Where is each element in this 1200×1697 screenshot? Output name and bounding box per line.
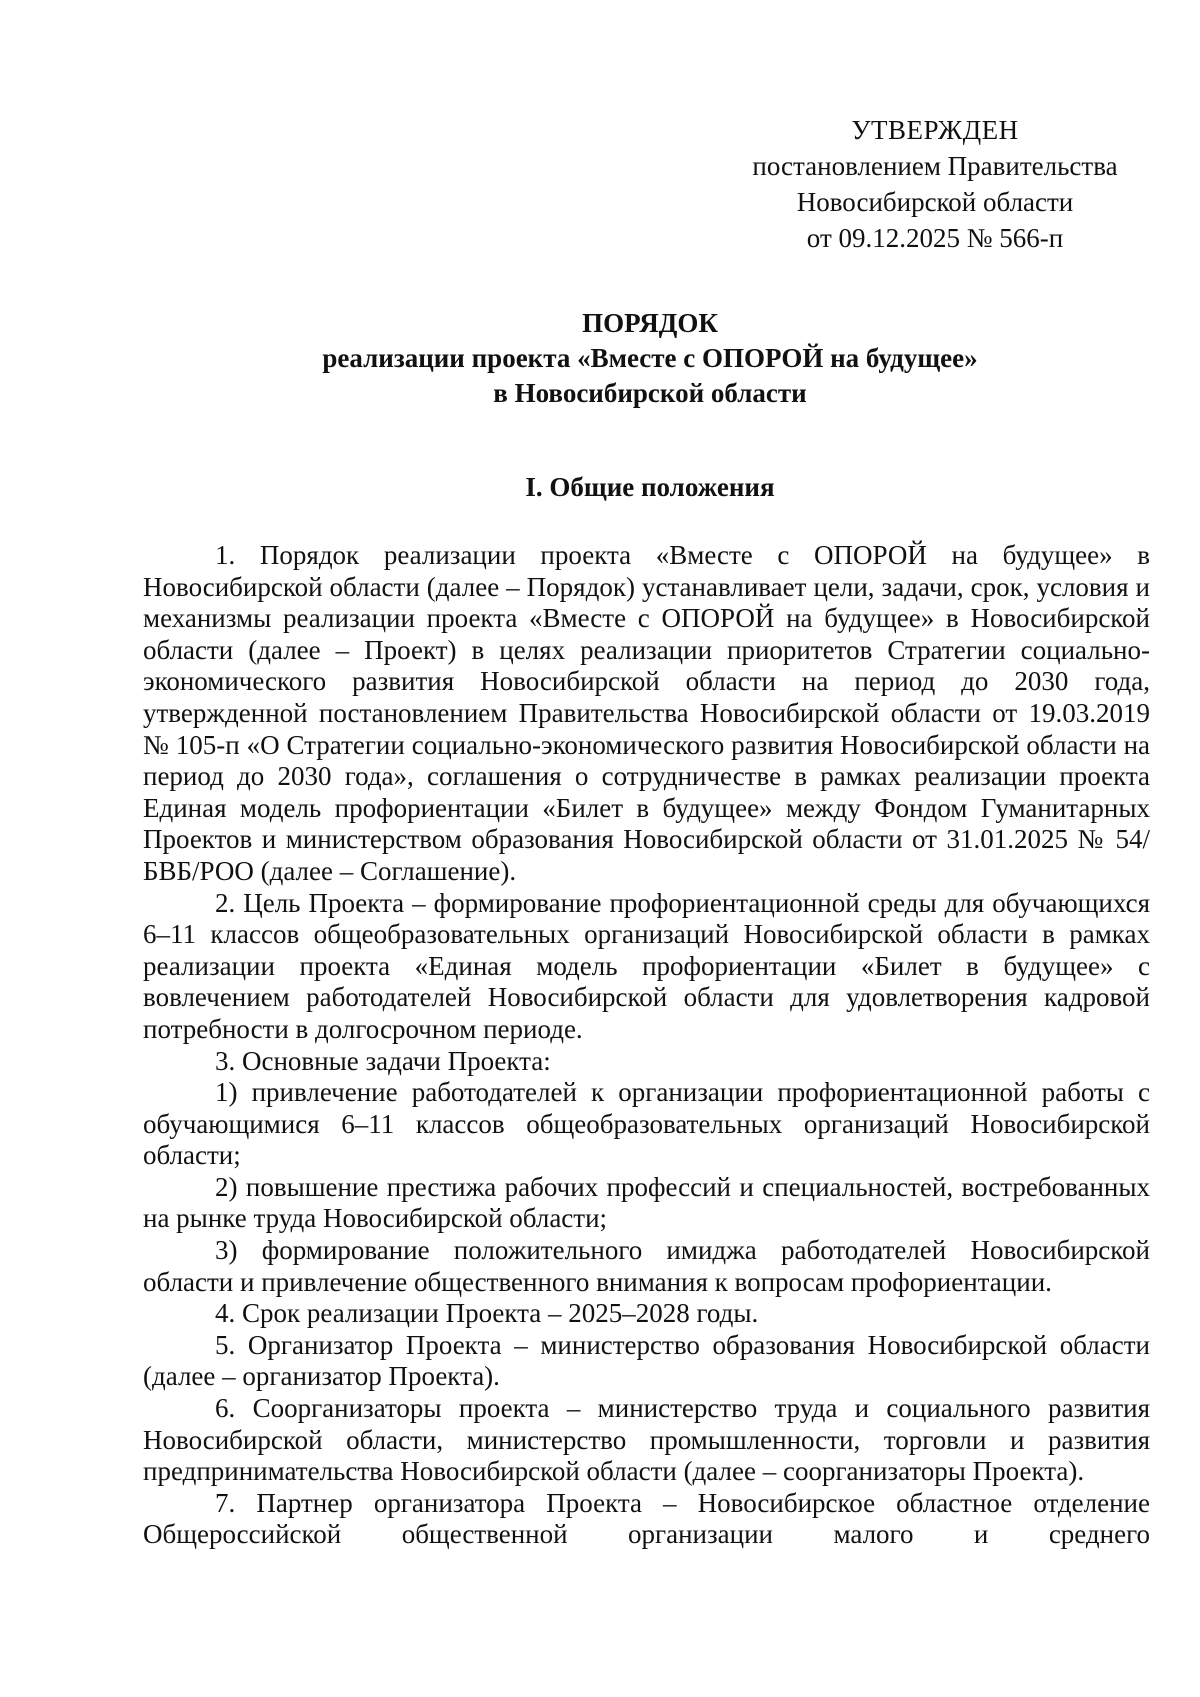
paragraph-task-2: 2) повышение престижа рабочих профессий и специальностей, востребованных на рынке труда Новосибирской области; [143, 1171, 1150, 1234]
paragraph-1-purpose: 1. Порядок реализации проекта «Вместе с ОПОРОЙ на будущее» в Новосибирской области (далее – Порядок) устанавливает цели, задачи, срок, условия и механизмы реализации проекта «Вместе с ОПОРОЙ на будущее» в Новосибирской области (далее – Проект) в целях реализации приоритетов Стратегии социально-экономического развития Новосибирской области на период до 2030 года, утвержденной постановлением Правительства Новосибирской области от 19.03.2019 № 105-п «О Стратегии социально-экономического развития Новосибирской области на период до 2030 года», соглашения о сотрудничестве в рамках реализации проекта Единая модель профориентации «Билет в будущее» между Фондом Гуманитарных Проектов и министерством образования Новосибирской области от 31.01.2025 № 54/БВБ/РОО (далее – Соглашение). [143, 540, 1150, 886]
paragraph-7-partner: 7. Партнер организатора Проекта – Новосибирское областное отделение Общероссийской общественной организации малого и среднего [143, 1487, 1150, 1550]
approval-stamp-block [735, 112, 1135, 256]
paragraph-2-goal: 2. Цель Проекта – формирование профориентационной среды для обучающихся 6–11 классов общеобразовательных организаций Новосибирской области в рамках реализации проекта «Единая модель профориентации «Билет в будущее» с вовлечением работодателей Новосибирской области для удовлетворения кадровой потребности в долгосрочном периоде. [143, 887, 1150, 1044]
approval-line-date-number: от 09.12.2025 № 566-п [806, 223, 1064, 253]
approval-line-region: Новосибирской области [796, 187, 1074, 217]
paragraph-task-3: 3) формирование положительного имиджа работодателей Новосибирской области и привлечение общественного внимания к вопросам профориентации. [143, 1235, 1150, 1297]
document-title-block [150, 306, 1150, 411]
document-subtitle-project: реализации проекта «Вместе с ОПОРОЙ на будущее» [322, 343, 978, 373]
section-heading: I. Общие положения [525, 472, 775, 502]
paragraph-5-organizer: 5. Организатор Проекта – министерство образования Новосибирской области (далее – организатор Проекта). [143, 1329, 1150, 1392]
paragraph-4-term: 4. Срок реализации Проекта – 2025–2028 годы. [215, 1298, 759, 1329]
paragraph-task-1: 1) привлечение работодателей к организации профориентационной работы с обучающимися 6–11 классов общеобразовательных организаций Новосибирской области; [143, 1077, 1150, 1171]
paragraph-3-tasks-heading: 3. Основные задачи Проекта: [215, 1045, 551, 1076]
document-title: ПОРЯДОК [582, 308, 718, 338]
paragraph-6-co-organizers: 6. Соорганизаторы проекта – министерство труда и социального развития Новосибирской области, министерство промышленности, торговли и развития предпринимательства Новосибирской области (далее – соорганизаторы Проекта). [143, 1393, 1150, 1487]
document-body [143, 540, 1150, 1551]
document-subtitle-region: в Новосибирской области [493, 378, 807, 408]
approval-title: УТВЕРЖДЕН [851, 115, 1019, 145]
approval-line-authority: постановлением Правительства [752, 151, 1118, 181]
